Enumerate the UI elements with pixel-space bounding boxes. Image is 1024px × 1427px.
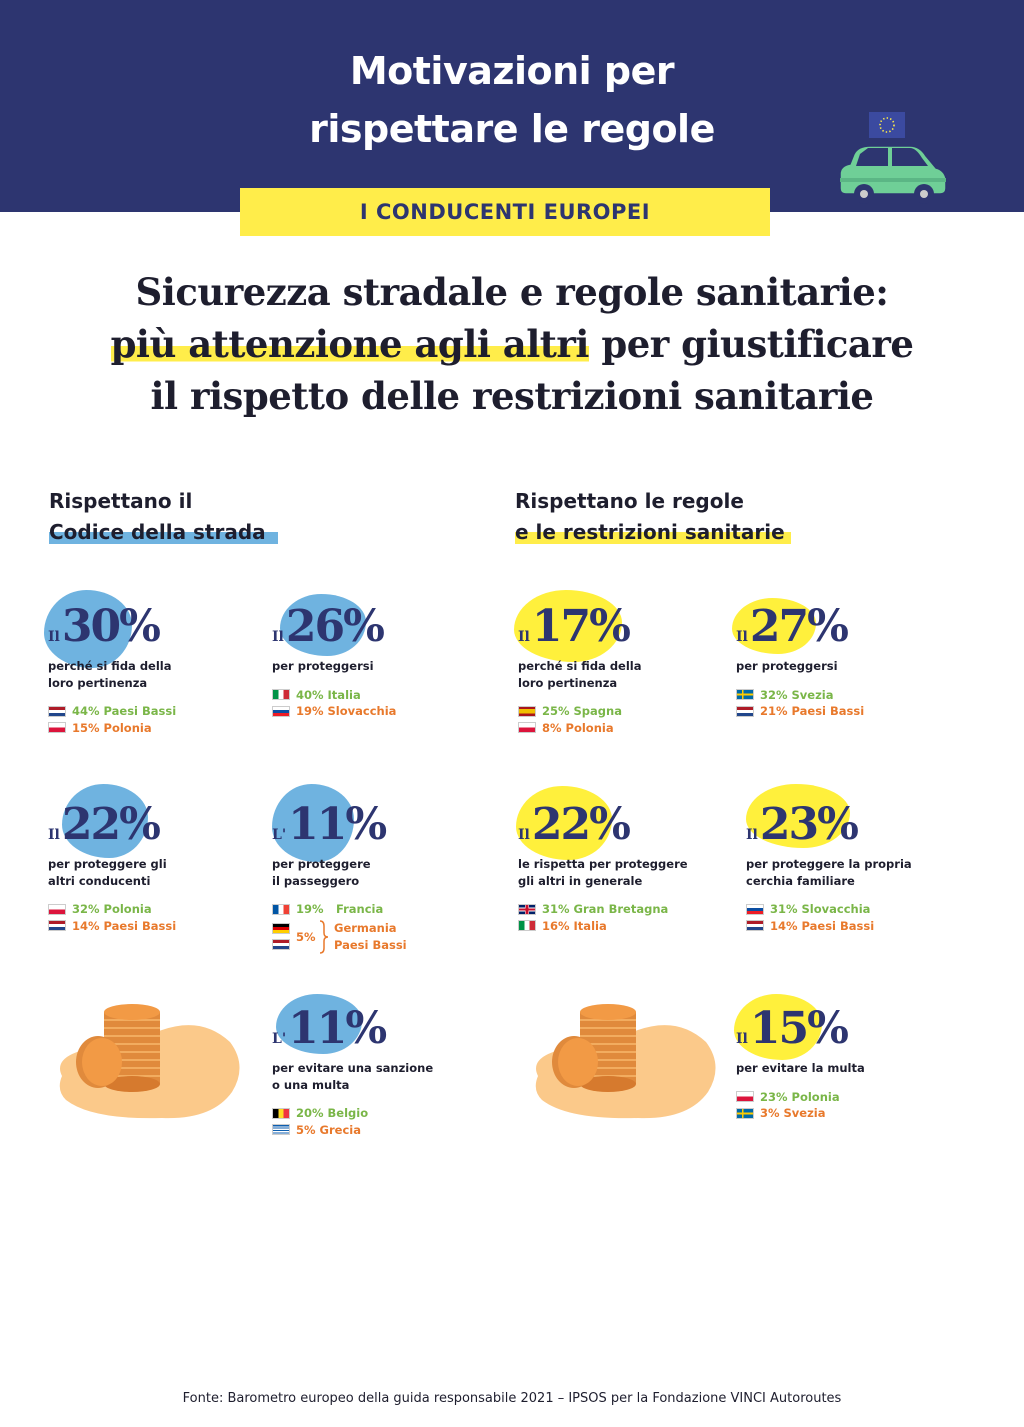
headline-line-2 bbox=[0, 318, 1024, 370]
country-value: 3% Svezia bbox=[760, 1106, 826, 1121]
country-row bbox=[746, 918, 956, 935]
car-with-eu-flag-icon bbox=[832, 108, 964, 212]
stat-description bbox=[48, 856, 258, 889]
stat-desc-line: cerchia familiare bbox=[746, 873, 855, 888]
stat-prefix: Il bbox=[48, 629, 60, 645]
source-footnote: Fonte: Barometro europeo della guida responsabile 2021 – IPSOS per la Fondazione VINCI Autoroutes bbox=[182, 1391, 842, 1406]
country-row bbox=[272, 687, 482, 704]
netherlands-flag-icon bbox=[48, 706, 66, 717]
stat-desc-line: o una multa bbox=[272, 1077, 350, 1092]
stat-percent: 27% bbox=[749, 601, 847, 652]
slovakia-flag-icon bbox=[272, 706, 290, 717]
country-value: 31% Slovacchia bbox=[770, 902, 871, 917]
stat-health-protect-family bbox=[746, 794, 956, 934]
stat-description bbox=[518, 856, 728, 889]
stat-description bbox=[272, 658, 482, 675]
headline-line-1: Sicurezza stradale e regole sanitarie: bbox=[135, 270, 889, 314]
italy-flag-icon bbox=[272, 689, 290, 700]
stat-desc-line: le rispetta per proteggere bbox=[518, 857, 688, 871]
italy-flag-icon bbox=[518, 920, 536, 931]
country-value: 44% Paesi Bassi bbox=[72, 704, 177, 719]
netherlands-flag-icon bbox=[736, 706, 754, 717]
netherlands-flag-icon bbox=[48, 920, 66, 931]
uk-flag-icon bbox=[518, 904, 536, 915]
stat-percent: 22% bbox=[531, 799, 629, 850]
country-row bbox=[48, 703, 258, 720]
section-title-line-2: e le restrizioni sanitarie bbox=[515, 520, 791, 544]
country-list bbox=[48, 703, 258, 736]
country-list bbox=[48, 901, 258, 934]
country-row bbox=[272, 1122, 482, 1139]
stat-road-self-protect bbox=[272, 596, 482, 720]
stat-percent: 30% bbox=[61, 601, 159, 652]
country-list bbox=[272, 687, 482, 720]
stat-percent: 11% bbox=[288, 1003, 386, 1054]
country-name: Germania bbox=[334, 921, 397, 935]
stat-prefix: L' bbox=[272, 1031, 287, 1047]
country-value: 32% Polonia bbox=[72, 902, 152, 917]
stat-percent: 17% bbox=[531, 601, 629, 652]
stat-road-trust bbox=[48, 596, 258, 736]
poland-flag-icon bbox=[736, 1091, 754, 1102]
stat-desc-line: altri conducenti bbox=[48, 873, 151, 888]
stat-desc-line: per proteggersi bbox=[736, 659, 838, 673]
country-value: 19% Slovacchia bbox=[296, 704, 397, 719]
country-name: Francia bbox=[336, 902, 384, 917]
country-row bbox=[518, 720, 728, 737]
stat-desc-line: per proteggere gli bbox=[48, 857, 167, 871]
stat-prefix: Il bbox=[736, 1031, 748, 1047]
germany-flag-icon bbox=[272, 923, 290, 934]
country-row bbox=[736, 687, 946, 704]
poland-flag-icon bbox=[48, 722, 66, 733]
stat-desc-line: per proteggersi bbox=[272, 659, 374, 673]
country-value: 14% Paesi Bassi bbox=[72, 918, 177, 933]
stat-desc-line: per evitare una sanzione bbox=[272, 1061, 434, 1075]
stat-prefix: Il bbox=[746, 827, 758, 843]
stat-desc-line: loro pertinenza bbox=[48, 675, 148, 690]
stat-health-self-protect bbox=[736, 596, 946, 720]
section-title-line-2: Codice della strada bbox=[49, 520, 278, 544]
stat-prefix: Il bbox=[518, 827, 530, 843]
headline-line-2-rest: per giustificare bbox=[588, 322, 914, 366]
country-percent: 19% bbox=[296, 902, 324, 917]
netherlands-flag-icon bbox=[272, 939, 290, 950]
stat-number bbox=[746, 794, 956, 856]
stat-percent: 11% bbox=[288, 799, 386, 850]
country-list bbox=[518, 901, 728, 934]
stat-number bbox=[736, 998, 946, 1060]
stat-number bbox=[518, 794, 728, 856]
country-row bbox=[272, 901, 482, 918]
grouped-countries bbox=[272, 920, 482, 954]
header-band bbox=[0, 0, 1024, 212]
country-value: 32% Svezia bbox=[760, 687, 834, 702]
country-row bbox=[518, 918, 728, 935]
stat-desc-line: il passeggero bbox=[272, 873, 360, 888]
country-row bbox=[48, 720, 258, 737]
grouped-flags bbox=[272, 920, 296, 954]
stat-desc-line: loro pertinenza bbox=[518, 675, 618, 690]
headline-highlight: più attenzione agli altri bbox=[110, 322, 589, 366]
stat-road-protect-others bbox=[48, 794, 258, 934]
country-value: 23% Polonia bbox=[760, 1089, 840, 1104]
stat-description bbox=[746, 856, 956, 889]
stat-number bbox=[272, 794, 482, 856]
title-line-2: rispettare le regole bbox=[309, 107, 715, 151]
greece-flag-icon bbox=[272, 1124, 290, 1135]
poland-flag-icon bbox=[48, 904, 66, 915]
country-value: 20% Belgio bbox=[296, 1106, 369, 1121]
country-name: Paesi Bassi bbox=[334, 937, 407, 952]
country-list bbox=[272, 901, 482, 954]
stat-prefix: Il bbox=[736, 629, 748, 645]
poland-flag-icon bbox=[518, 722, 536, 733]
country-value: 5% Grecia bbox=[296, 1122, 361, 1137]
stat-health-trust bbox=[518, 596, 728, 736]
stat-number bbox=[736, 596, 946, 658]
stat-road-avoid-fine bbox=[272, 998, 482, 1138]
country-row bbox=[736, 1089, 946, 1106]
country-row bbox=[736, 703, 946, 720]
country-value: 16% Italia bbox=[542, 918, 607, 933]
country-list bbox=[746, 901, 956, 934]
stat-health-avoid-fine bbox=[736, 998, 946, 1122]
country-row bbox=[272, 703, 482, 720]
stat-description bbox=[736, 658, 946, 675]
country-value: 40% Italia bbox=[296, 687, 361, 702]
stat-number bbox=[48, 794, 258, 856]
country-row bbox=[518, 703, 728, 720]
spain-flag-icon bbox=[518, 706, 536, 717]
stat-description bbox=[272, 856, 482, 889]
stat-number bbox=[48, 596, 258, 658]
country-value: 31% Gran Bretagna bbox=[542, 902, 669, 917]
headline bbox=[0, 266, 1024, 422]
stat-number bbox=[272, 998, 482, 1060]
section-title-line-1: Rispettano le regole bbox=[515, 489, 744, 513]
stat-desc-line: per proteggere la propria bbox=[746, 857, 912, 871]
brace-icon bbox=[318, 920, 330, 954]
stat-percent: 15% bbox=[749, 1003, 847, 1054]
country-value: 21% Paesi Bassi bbox=[760, 704, 865, 719]
country-row bbox=[736, 1105, 946, 1122]
stat-prefix: L' bbox=[272, 827, 287, 843]
stat-road-protect-passenger bbox=[272, 794, 482, 954]
stat-desc-line: per proteggere bbox=[272, 857, 371, 871]
title-line-1: Motivazioni per bbox=[349, 49, 675, 93]
stat-percent: 26% bbox=[285, 601, 383, 652]
stat-description bbox=[272, 1060, 482, 1093]
country-row bbox=[272, 1105, 482, 1122]
stat-percent: 23% bbox=[759, 799, 857, 850]
country-list bbox=[272, 1105, 482, 1138]
country-list bbox=[736, 687, 946, 720]
coins-stack-icon bbox=[528, 996, 718, 1126]
stat-health-protect-others bbox=[518, 794, 728, 934]
country-value: 8% Polonia bbox=[542, 720, 614, 735]
banner-text: I CONDUCENTI EUROPEI bbox=[359, 200, 651, 224]
country-row bbox=[746, 901, 956, 918]
stat-description bbox=[518, 658, 728, 691]
stat-description bbox=[48, 658, 258, 691]
stat-desc-line: gli altri in generale bbox=[518, 873, 643, 888]
belgium-flag-icon bbox=[272, 1108, 290, 1119]
stat-number bbox=[518, 596, 728, 658]
section-title-road-code bbox=[49, 486, 278, 548]
country-row bbox=[48, 901, 258, 918]
country-row bbox=[48, 918, 258, 935]
netherlands-flag-icon bbox=[746, 920, 764, 931]
stat-desc-line: perché si fida della bbox=[518, 659, 642, 673]
country-value: 15% Polonia bbox=[72, 720, 152, 735]
country-row bbox=[518, 901, 728, 918]
slovakia-flag-icon bbox=[746, 904, 764, 915]
stat-number bbox=[272, 596, 482, 658]
headline-line-3: il rispetto delle restrizioni sanitarie bbox=[150, 374, 874, 418]
sweden-flag-icon bbox=[736, 1108, 754, 1119]
coins-stack-icon bbox=[52, 996, 242, 1126]
section-title-line-1: Rispettano il bbox=[49, 489, 193, 513]
country-percent: 5% bbox=[296, 929, 316, 944]
stat-description bbox=[736, 1060, 946, 1077]
grouped-names bbox=[334, 920, 407, 954]
country-list bbox=[518, 703, 728, 736]
france-flag-icon bbox=[272, 904, 290, 915]
stat-prefix: Il bbox=[272, 629, 284, 645]
section-title-health-rules bbox=[515, 486, 791, 548]
sweden-flag-icon bbox=[736, 689, 754, 700]
stat-desc-line: per evitare la multa bbox=[736, 1061, 865, 1075]
stat-prefix: Il bbox=[48, 827, 60, 843]
country-value: 25% Spagna bbox=[542, 704, 622, 719]
country-list bbox=[736, 1089, 946, 1122]
stat-prefix: Il bbox=[518, 629, 530, 645]
stat-desc-line: perché si fida della bbox=[48, 659, 172, 673]
stat-percent: 22% bbox=[61, 799, 159, 850]
subtitle-banner bbox=[240, 188, 770, 236]
country-value: 14% Paesi Bassi bbox=[770, 918, 875, 933]
